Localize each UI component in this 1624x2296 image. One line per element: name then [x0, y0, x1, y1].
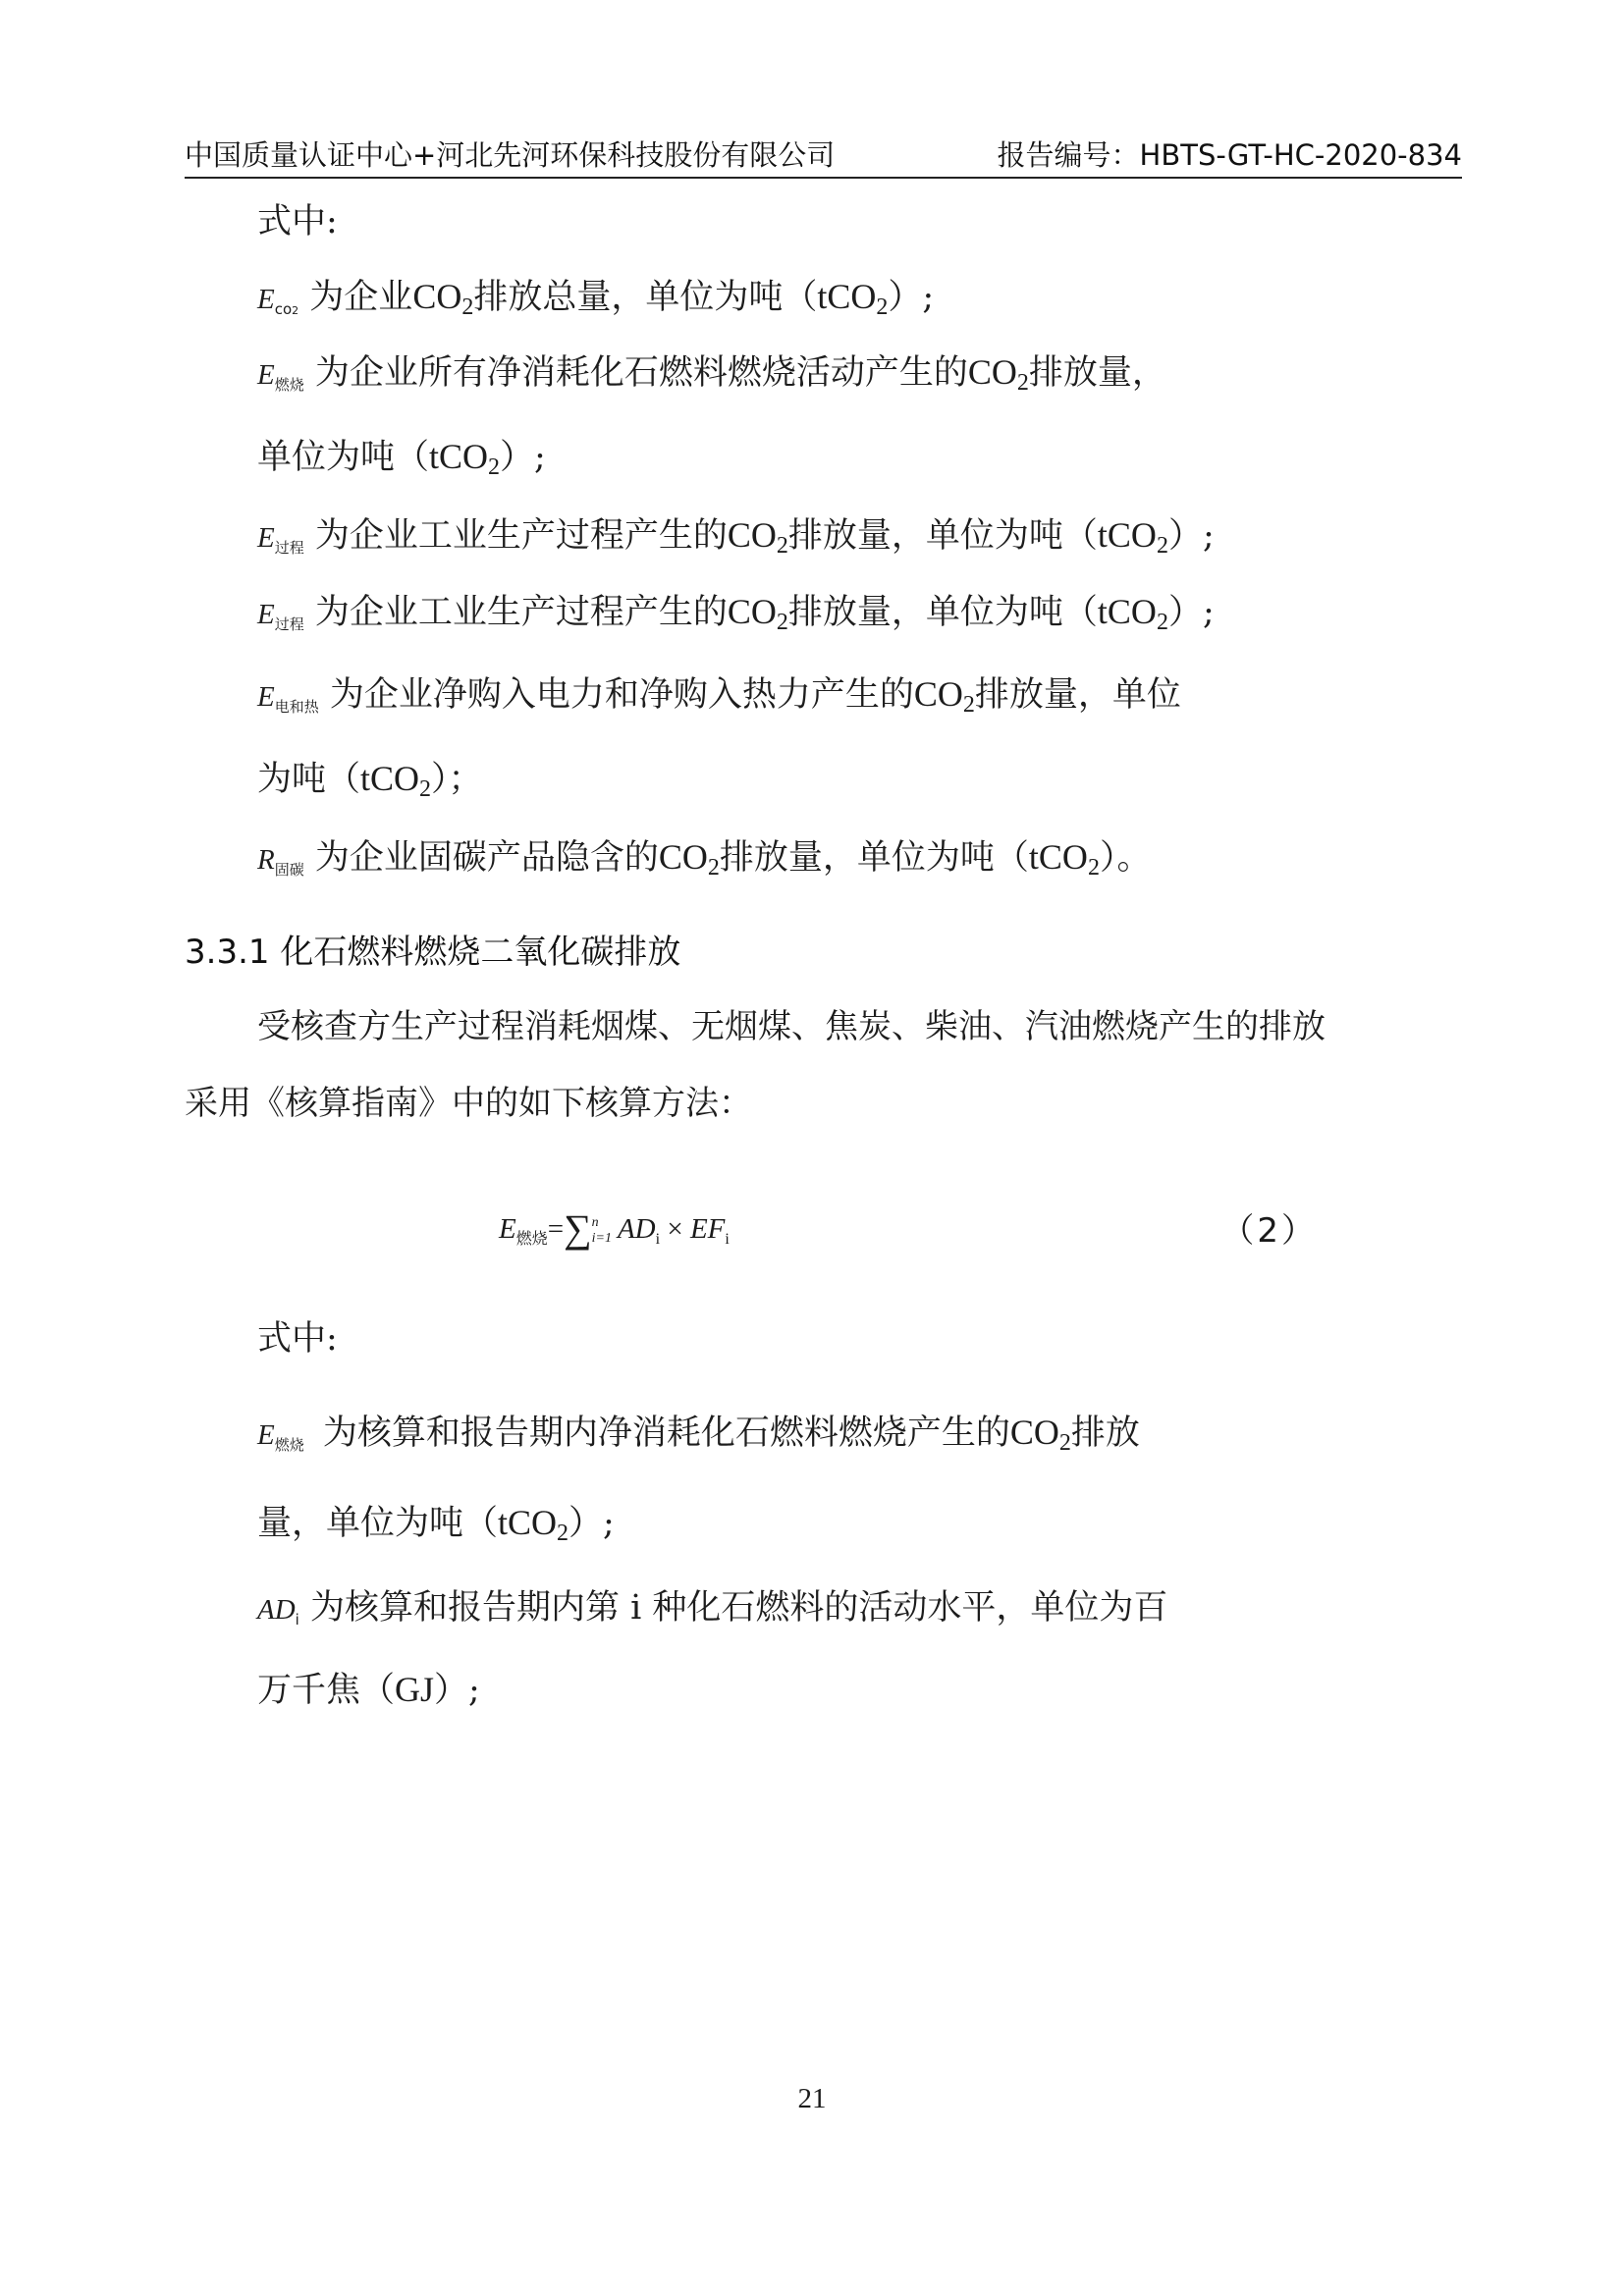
def-e-burn-cont: 单位为吨（tCO$_2$）; — [257, 437, 546, 480]
def-e-process-1: $E_{过程}$ 为企业工业生产过程产生的$CO_2$排放量，单位为吨（tCO$_2$）; — [257, 515, 1215, 559]
formula-2: $E_{燃烧}=\sum n$ i=1 $AD_i \times EF_i$ — [499, 1206, 730, 1251]
def-e-electricity-heat: $E_{电和热}$ 为企业净购入电力和净购入热力产生的$CO_2$排放量，单位 — [257, 674, 1181, 718]
var-e: $E_{co2}$ — [257, 284, 299, 318]
section-heading: 3.3.1 化石燃料燃烧二氧化碳排放 — [185, 933, 681, 972]
header-report-number: 报告编号：HBTS-GT-HC-2020-834 — [997, 138, 1462, 172]
def-e-process-2: $E_{过程}$ 为企业工业生产过程产生的$CO_2$排放量，单位为吨（tCO$_2$）; — [257, 592, 1215, 635]
where-intro-2: 式中: — [257, 1319, 338, 1359]
def-e-electricity-heat-cont: 为吨（tCO$_2$）； — [257, 759, 483, 802]
header-rule — [185, 177, 1462, 179]
def-r-carbon-fixation: $R_{固碳}$ 为企业固碳产品隐含的$CO_2$排放量，单位为吨（tCO$_2$）。 — [257, 837, 1152, 881]
equation-number: （2） — [1220, 1211, 1318, 1251]
def-e-co2: $E_{co2}$ 为企业$CO_2$排放总量，单位为吨（tCO$_2$）; — [257, 277, 935, 320]
def-e-burn: $E_{燃烧}$ 为企业所有净消耗化石燃料燃烧活动产生的$CO_2$排放量， — [257, 352, 1166, 396]
where-intro: 式中: — [257, 202, 338, 241]
header-left: 中国质量认证中心+河北先河环保科技股份有限公司 — [185, 138, 836, 172]
def2-e-burn-cont: 量，单位为吨（tCO$_2$）; — [257, 1503, 615, 1546]
def2-e-burn: $E_{燃烧}$ 为核算和报告期内净消耗化石燃料燃烧产生的$CO_2$排放 — [257, 1413, 1140, 1456]
summation-symbol: ∑ — [564, 1206, 592, 1251]
section-paragraph-line-2: 采用《核算指南》中的如下核算方法： — [185, 1084, 752, 1123]
section-paragraph-line-1: 受核查方生产过程消耗烟煤、无烟煤、焦炭、柴油、汽油燃烧产生的排放 — [257, 1007, 1326, 1046]
def2-activity-data-cont: 万千焦（GJ）; — [257, 1670, 480, 1710]
page-number: 21 — [797, 2083, 827, 2114]
def2-activity-data: $AD_i$ 为核算和报告期内第 i 种化石燃料的活动水平，单位为百 — [257, 1588, 1168, 1629]
